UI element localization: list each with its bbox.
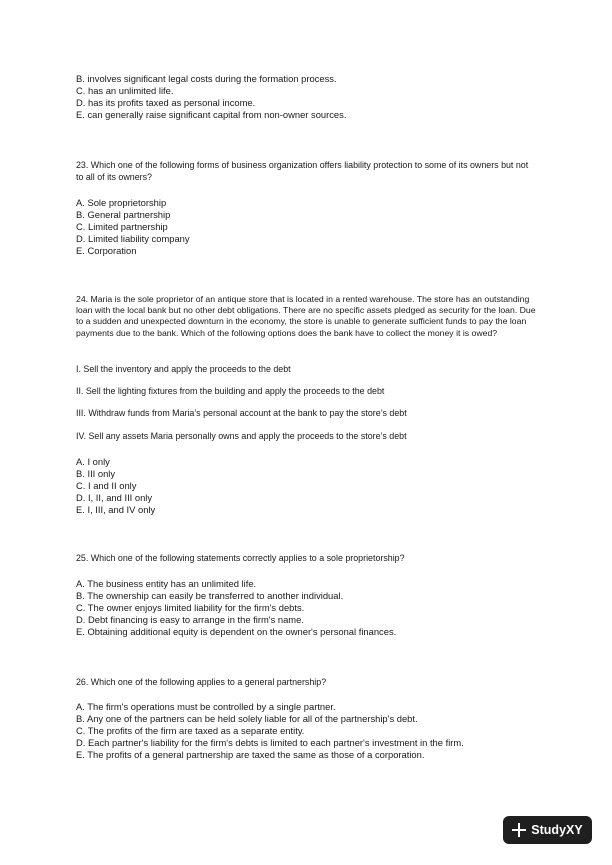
q26-stem: 26. Which one of the following applies to a general partnership?	[76, 677, 327, 687]
q23-stem: 23. Which one of the following forms of business organization offers liability protection to some of its owners but not to all of its owners?	[76, 160, 529, 182]
q22-option-c: C. has an unlimited life.	[76, 84, 174, 96]
q26-option-a: A. The firm's operations must be controlled by a single partner.	[76, 701, 336, 712]
q23-options	[76, 197, 546, 257]
q24-options	[76, 456, 546, 516]
q24-statement-ii: II. Sell the lighting fixtures from the building and apply the proceeds to the debt	[76, 386, 385, 396]
q23-option-c: C. Limited partnership	[76, 220, 168, 232]
q24-statement-i: I. Sell the inventory and apply the proceeds to the debt	[76, 364, 291, 374]
q26-option-e: E. The profits of a general partnership are taxed the same as those of a corporation.	[76, 748, 425, 760]
q24-option-b: B. III only	[76, 467, 116, 479]
q25-option-a: A. The business entity has an unlimited life.	[76, 578, 257, 589]
q22-options	[76, 73, 546, 121]
q25-option-e: E. Obtaining additional equity is dependent on the owner's personal finances.	[76, 625, 397, 637]
q23-option-e: E. Corporation	[76, 244, 137, 256]
q26-options	[76, 701, 546, 761]
q26-option-b: B. Any one of the partners can be held solely liable for all of the partnership's debt.	[76, 712, 418, 724]
q24-option-d: D. I, II, and III only	[76, 491, 153, 503]
q23-option-d: D. Limited liability company	[76, 232, 190, 244]
q25-options	[76, 578, 546, 638]
q24-option-e: E. I, III, and IV only	[76, 503, 156, 515]
q23-option-a: A. Sole proprietorship	[76, 197, 167, 208]
q23-option-b: B. General partnership	[76, 208, 171, 220]
q26-option-c: C. The profits of the firm are taxed as a separate entity.	[76, 724, 305, 736]
q24-option-a: A. I only	[76, 456, 110, 467]
q22-option-d: D. has its profits taxed as personal income.	[76, 96, 256, 108]
q25-option-b: B. The ownership can easily be transferred to another individual.	[76, 589, 344, 601]
studyxy-logo[interactable]	[503, 816, 592, 844]
q25-stem: 25. Which one of the following statements correctly applies to a sole proprietorship?	[76, 553, 405, 563]
plus-icon	[512, 823, 526, 837]
q25-option-d: D. Debt financing is easy to arrange in the firm's name.	[76, 613, 304, 625]
q22-option-b: B. involves significant legal costs during the formation process.	[76, 73, 337, 84]
logo-text: StudyXY	[531, 823, 583, 837]
q24-statement-iv: IV. Sell any assets Maria personally owns and apply the proceeds to the store’s debt	[76, 431, 407, 441]
q26-option-d: D. Each partner's liability for the firm's debts is limited to each partner's investment in the firm.	[76, 736, 464, 748]
q25-option-c: C. The owner enjoys limited liability for the firm's debts.	[76, 601, 305, 613]
q24-option-c: C. I and II only	[76, 479, 137, 491]
q24-statement-iii: III. Withdraw funds from Maria’s personal account at the bank to pay the store’s debt	[76, 408, 407, 418]
q22-option-e: E. can generally raise significant capital from non-owner sources.	[76, 108, 347, 120]
q24-stem: 24. Maria is the sole proprietor of an antique store that is located in a rented warehouse. The store has an outstanding loan with the local bank but no other debt obligations. There are no specific assets pledged as security for the loan. Due to a sudden and unexpected downturn in the economy, the store is unable to generate sufficient funds to pay the loan payments due to the bank. Which of the following options does the bank have to collect the money it is owed?	[76, 294, 536, 338]
